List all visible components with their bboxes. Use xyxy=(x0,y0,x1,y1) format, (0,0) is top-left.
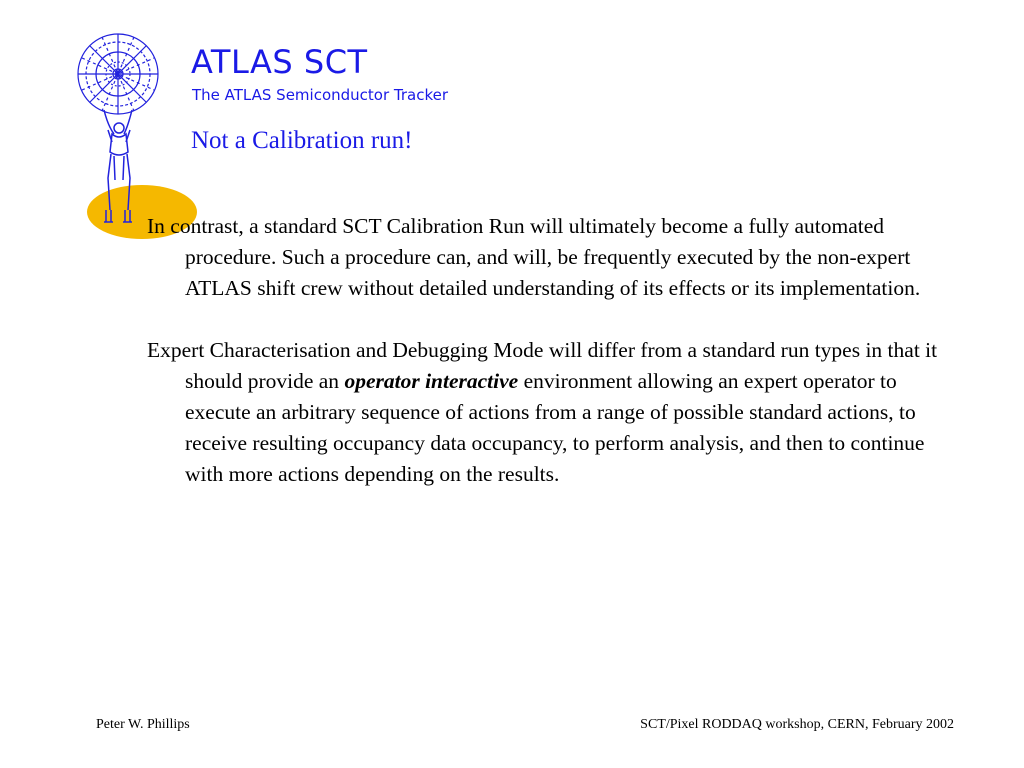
paragraph-calibration-run: In contrast, a standard SCT Calibration Run will ultimately become a fully automated procedure. Such a procedure can, and will, be frequently executed by the non-expert ATLAS shift crew without detailed understanding of its effects or its implementation. xyxy=(147,214,921,300)
emphasis-operator-interactive: operator interactive xyxy=(344,369,519,393)
slide-body xyxy=(147,211,947,521)
paragraph-expert-mode-end: environment allowing an expert operator to execute an arbitrary sequence of actions from a range of possible standard actions, to receive resulting occupancy data occupancy, to perform analysis, and then to continue with more actions depending on the results. xyxy=(185,369,925,486)
globe-icon xyxy=(78,34,158,114)
footer-author: Peter W. Phillips xyxy=(96,717,190,732)
footer-event: SCT/Pixel RODDAQ workshop, CERN, February 2002 xyxy=(640,717,954,732)
brand-title: ATLAS SCT xyxy=(191,43,368,81)
paragraph-expert-mode xyxy=(147,335,947,490)
brand-subtitle: The ATLAS Semiconductor Tracker xyxy=(192,86,449,104)
paragraph-expert-mode-start: Expert Characterisation and Debugging Mode will differ from a standard run types in that it should provide an xyxy=(147,338,938,393)
slide-title: Not a Calibration run! xyxy=(191,127,413,154)
